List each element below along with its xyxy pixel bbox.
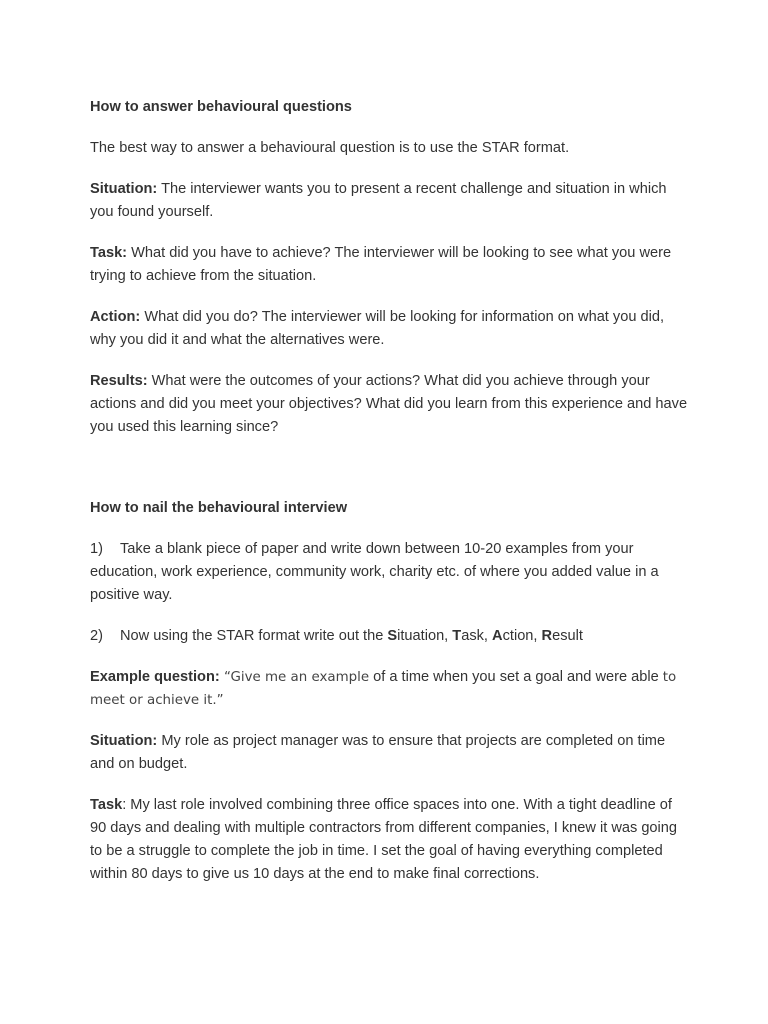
- step-2-prefix: Now using the STAR format write out the: [120, 628, 388, 644]
- star-r-initial: R: [541, 628, 553, 644]
- section-heading-answer: How to answer behavioural questions: [90, 99, 352, 115]
- star-t-initial: T: [452, 628, 462, 644]
- results-text: What were the outcomes of your actions? What did you achieve through your actions and did you meet your objectives? What did you learn from this experience and have you used this learning since?: [90, 373, 688, 435]
- star-a-initial: A: [492, 628, 503, 644]
- example-situation-label: Situation:: [90, 733, 158, 749]
- intro-paragraph: The best way to answer a behavioural question is to use the STAR format.: [90, 140, 570, 156]
- section-heading-nail: How to nail the behavioural interview: [90, 500, 348, 516]
- example-question-part-1: “Give me an example: [219, 670, 370, 685]
- situation-paragraph: [90, 178, 690, 224]
- document-page: [90, 96, 690, 886]
- step-2-number: 2): [90, 628, 103, 644]
- task-text: What did you have to achieve? The interviewer will be looking to see what you were trying to achieve from the situation.: [90, 245, 672, 284]
- example-task-label: Task: [90, 797, 123, 813]
- step-1-number: 1): [90, 541, 103, 557]
- star-s-initial: S: [387, 628, 398, 644]
- action-paragraph: [90, 306, 690, 352]
- example-task-paragraph: [90, 794, 690, 886]
- star-r-rest: esult: [552, 628, 583, 644]
- example-question-part-3: to meet or achieve it.”: [90, 670, 677, 708]
- results-label: Results:: [90, 373, 148, 389]
- example-question-part-2: of a time when you set a goal and were able: [369, 669, 663, 685]
- star-t-rest: ask,: [461, 628, 493, 644]
- example-situation-text: My role as project manager was to ensure that projects are completed on time and on budget.: [90, 733, 666, 772]
- star-s-rest: ituation,: [397, 628, 453, 644]
- example-task-text: : My last role involved combining three office spaces into one. With a tight deadline of 90 days and dealing with multiple contractors from different companies, I knew it was going to be a struggle to complete the job in time. I set the goal of having everything completed within 80 days to give us 10 days at the end to make final corrections.: [90, 797, 678, 882]
- example-question-paragraph: [90, 666, 690, 712]
- example-situation-paragraph: [90, 730, 690, 776]
- task-label: Task:: [90, 245, 128, 261]
- action-text: What did you do? The interviewer will be looking for information on what you did, why you did it and what the alternatives were.: [90, 309, 665, 348]
- task-paragraph: [90, 242, 690, 288]
- step-1-text: Take a blank piece of paper and write down between 10-20 examples from your education, work experience, community work, charity etc. of where you added value in a positive way.: [90, 541, 659, 603]
- results-paragraph: [90, 370, 690, 439]
- situation-label: Situation:: [90, 181, 158, 197]
- star-a-rest: ction,: [502, 628, 542, 644]
- situation-text: The interviewer wants you to present a recent challenge and situation in which you found yourself.: [90, 181, 667, 220]
- step-2-paragraph: [90, 625, 690, 648]
- example-question-label: Example question:: [90, 669, 220, 685]
- action-label: Action:: [90, 309, 141, 325]
- step-1-paragraph: [90, 538, 690, 607]
